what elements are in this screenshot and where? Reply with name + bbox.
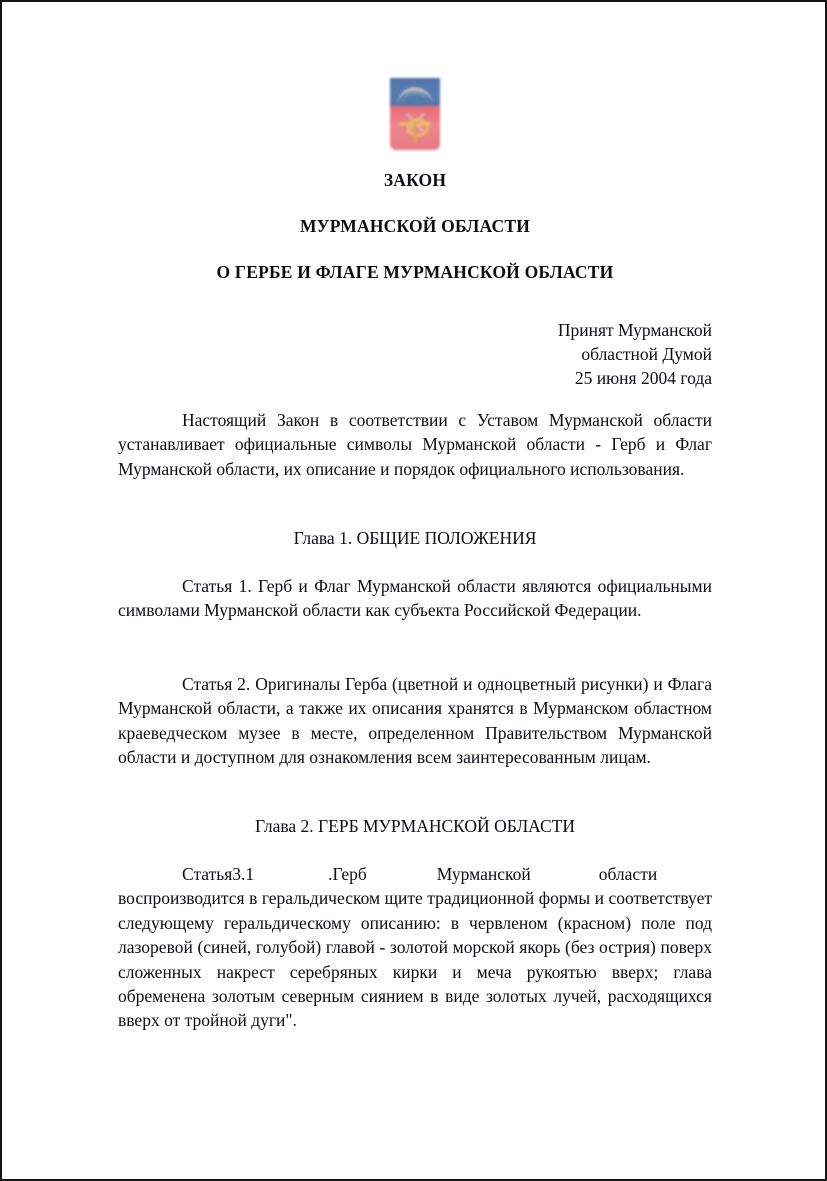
adopted-by-date: 25 июня 2004 года — [574, 368, 712, 388]
article-2-paragraph: Статья 2. Оригиналы Герба (цветной и одноцветный рисунки) и Флага Мурманской области, а также их описания хранятся в Мурманском областном краеведческом музее в месте, определенном Правительством Мурманской области и доступном для ознакомления всем заинтересованным лицам. — [118, 674, 712, 768]
article-3-body: воспроизводится в геральдическом щите традиционной формы и соответствует следующему геральдическому описанию: в червленом (красном) поле под лазоревой (синей, голубой) главой - золотой морской якорь (без острия) поверх сложенных накрест серебряных кирки и меча рукоятью вверх; глава обременена золотым северным сиянием в виде золотых лучей, расходящихся вверх от тройной дуги". — [118, 888, 712, 1031]
chapter-1-heading: Глава 1. ОБЩИЕ ПОЛОЖЕНИЯ — [293, 528, 537, 548]
article-3-word-oblasti: области — [598, 864, 658, 884]
adopted-by-line-1: Принят Мурманской — [557, 320, 712, 340]
chapter-2-heading: Глава 2. ГЕРБ МУРМАНСКОЙ ОБЛАСТИ — [255, 816, 575, 836]
coat-of-arms-icon — [390, 78, 440, 152]
article-3-heading-line — [118, 862, 712, 886]
article-3-word-gerb: .Герб — [328, 864, 367, 884]
adopted-by-line-2: областной Думой — [581, 344, 712, 364]
article-1-paragraph: Статья 1. Герб и Флаг Мурманской области являются официальными символами Мурманской области как субъекта Российской Федерации. — [118, 576, 712, 621]
anchor-ring-icon — [407, 118, 429, 137]
article-3-number: Статья3.1 — [182, 864, 255, 884]
preamble-paragraph: Настоящий Закон в соответствии с Уставом Мурманской области устанавливает официальные символы Мурманской области - Герб и Флаг Мурманской области, их описание и порядок официального использования. — [118, 410, 712, 479]
document-title-law: ЗАКОН — [383, 170, 447, 190]
anchor-stem-icon — [413, 122, 417, 144]
article-3-word-murmanskoy: Мурманской — [436, 864, 531, 884]
coat-of-arms-container — [118, 78, 712, 152]
document-title-region: МУРМАНСКОЙ ОБЛАСТИ — [299, 216, 531, 236]
article-3-paragraph — [118, 862, 712, 1033]
document-title-subject: О ГЕРБЕ И ФЛАГЕ МУРМАНСКОЙ ОБЛАСТИ — [216, 262, 614, 282]
adopted-by-block — [118, 318, 712, 390]
